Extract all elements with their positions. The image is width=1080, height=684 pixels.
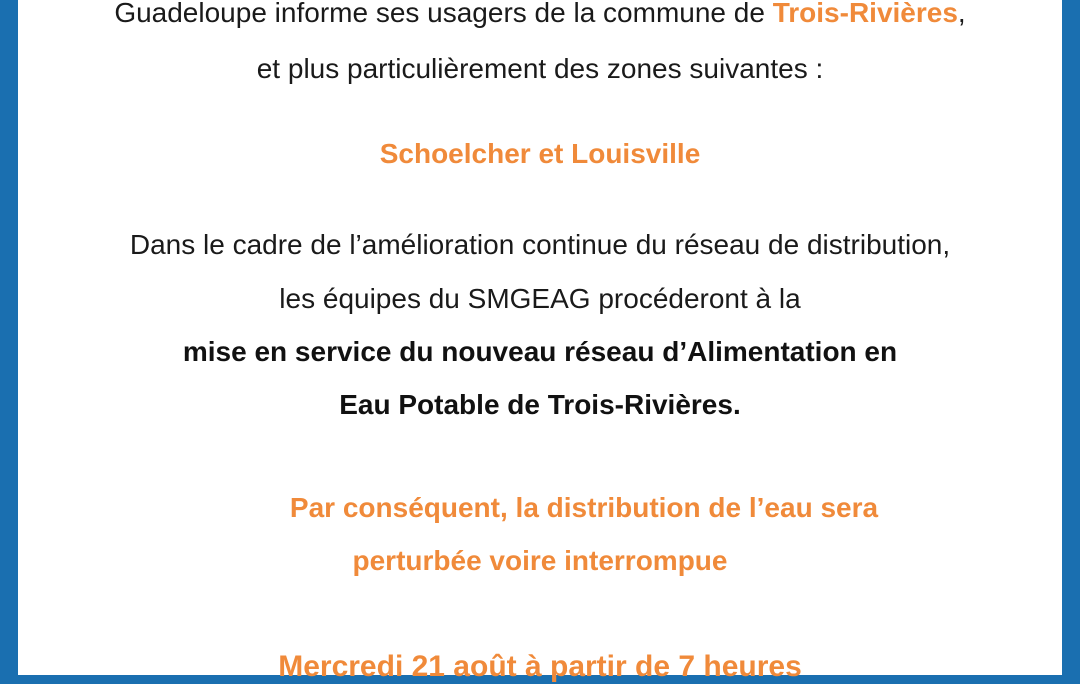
zones-heading: Schoelcher et Louisville [379, 138, 701, 169]
highlight-line-2: Eau Potable de Trois-Rivières. [339, 389, 741, 420]
intro-line-1-suffix: , [957, 0, 966, 28]
consequence-line-2: perturbée voire interrompue [352, 545, 728, 576]
intro-line-1 [0, 0, 1080, 30]
consequence-line-1: Par conséquent, la distribution de l’eau sera [289, 492, 879, 523]
date-line: Mercredi 21 août à partir de 7 heures [278, 650, 802, 683]
body-line-2: les équipes du SMGEAG procéderont à la [279, 283, 801, 314]
highlight-line-1: mise en service du nouveau réseau d’Alimentation en [182, 336, 898, 367]
body-line-1: Dans le cadre de l’amélioration continue du réseau de distribution, [129, 229, 951, 260]
intro-line-1-prefix: Guadeloupe informe ses usagers de la commune de [114, 0, 773, 28]
commune-name: Trois-Rivières [772, 0, 958, 28]
intro-line-2: et plus particulièrement des zones suivantes : [256, 53, 824, 84]
